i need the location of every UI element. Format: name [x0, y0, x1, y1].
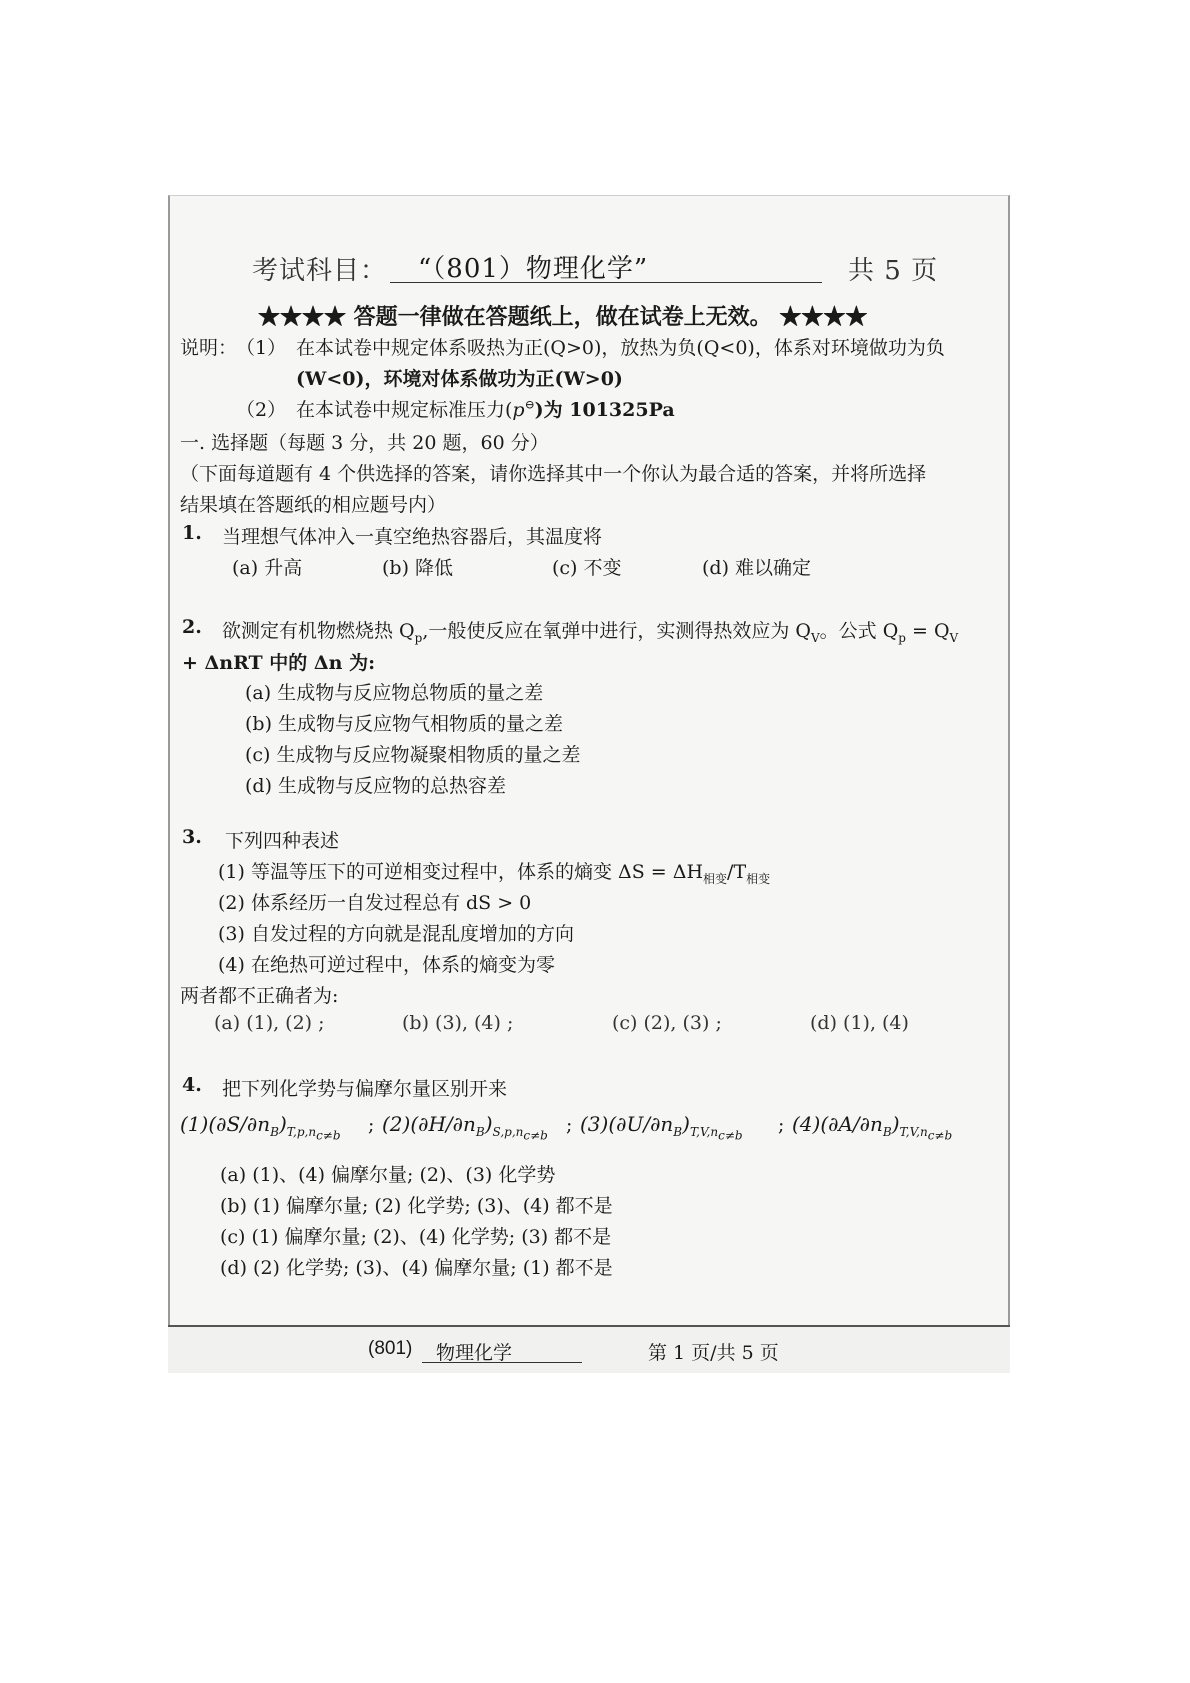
q3-statement-4: (4) 在绝热可逆过程中，体系的熵变为零 [218, 954, 555, 976]
footer-subject: 物理化学 [436, 1342, 513, 1364]
section-desc-line2: 结果填在答题纸的相应题号内） [180, 494, 447, 516]
q1-option-c: (c) 不变 [552, 557, 622, 579]
q4-number: 4. [182, 1074, 202, 1096]
q1-option-b: (b) 降低 [382, 557, 454, 579]
q2-stem: 欲测定有机物燃烧热 $Q_p$,一般使反应在氧弹中进行，实测得热效应为 $Q_V$。公式 $Q_p = Q_V$ [222, 620, 959, 645]
q4-expression-2: $(2)(\partial H/\partial n_B)_{S,p,n_{c\ne b}}$ [382, 1112, 548, 1143]
subject-label: 考试科目： [252, 256, 388, 286]
q3-statement-3: (3) 自发过程的方向就是混乱度增加的方向 [218, 923, 574, 945]
subject-value: “（801）物理化学” [418, 254, 649, 284]
q4-option-d: (d) (2) 化学势; (3)、(4) 偏摩尔量; (1) 都不是 [220, 1257, 613, 1279]
q4-expression-4: $(4)(\partial A/\partial n_B)_{T,V,n_{c\ne b}}$ [792, 1112, 953, 1143]
section-desc-line1: （下面每道题有 4 个供选择的答案，请你选择其中一个你认为最合适的答案，并将所选择 [180, 463, 927, 485]
q4-separator-3: ; [778, 1114, 785, 1136]
footer-divider [168, 1325, 1010, 1327]
q3-question: 两者都不正确者为: [180, 985, 339, 1007]
instruction-1-line2: (W<0)，环境对体系做功为正(W>0) [296, 368, 623, 390]
q4-separator-1: ; [368, 1114, 375, 1136]
instruction-2-text: 在本试卷中规定标准压力(p⊖)为 101325Pa [296, 397, 675, 421]
q4-option-b: (b) (1) 偏摩尔量; (2) 化学势; (3)、(4) 都不是 [220, 1195, 613, 1217]
q3-option-b: (b) (3), (4) ; [402, 1012, 514, 1034]
q4-expression-3: $(3)(\partial U/\partial n_B)_{T,V,n_{c\ne b}}$ [580, 1112, 743, 1143]
sheet-footer-band [168, 1325, 1010, 1373]
q4-option-a: (a) (1)、(4) 偏摩尔量; (2)、(3) 化学势 [220, 1164, 556, 1186]
footer-page-number: 第 1 页/共 5 页 [648, 1342, 779, 1364]
instruction-2-num: （2） [236, 399, 287, 421]
q3-number: 3. [182, 826, 202, 848]
q2-option-b: (b) 生成物与反应物气相物质的量之差 [245, 713, 564, 735]
section-title: 一. 选择题（每题 3 分，共 20 题，60 分） [180, 432, 549, 454]
instruction-1-num: （1） [236, 337, 287, 359]
instruction-1-line1: 在本试卷中规定体系吸热为正(Q>0)，放热为负(Q<0)，体系对环境做功为负 [296, 337, 945, 359]
q2-stem-line2: + ΔnRT 中的 Δn 为: [182, 652, 376, 674]
q3-statement-2: (2) 体系经历一自发过程总有 dS > 0 [218, 892, 532, 914]
q2-option-c: (c) 生成物与反应物凝聚相物质的量之差 [245, 744, 581, 766]
q1-option-a: (a) 升高 [232, 557, 303, 579]
q3-option-a: (a) (1), (2) ; [214, 1012, 325, 1034]
q2-option-d: (d) 生成物与反应物的总热容差 [245, 775, 507, 797]
q2-option-a: (a) 生成物与反应物总物质的量之差 [245, 682, 544, 704]
q3-option-d: (d) (1), (4) [810, 1012, 909, 1034]
q2-number: 2. [182, 616, 202, 638]
q3-stem: 下列四种表述 [225, 830, 340, 852]
notice-banner: ★★★★ 答题一律做在答题纸上，做在试卷上无效。 ★★★★ [258, 304, 868, 330]
footer-code: (801) [368, 1338, 413, 1359]
instructions-prefix: 说明： [180, 337, 238, 359]
q4-separator-2: ; [566, 1114, 573, 1136]
q4-expression-1: $(1)(\partial S/\partial n_B)_{T,p,n_{c\ne b}}$ [180, 1112, 341, 1143]
q1-option-d: (d) 难以确定 [702, 557, 812, 579]
q4-option-c: (c) (1) 偏摩尔量; (2)、(4) 化学势; (3) 都不是 [220, 1226, 612, 1248]
q1-stem: 当理想气体冲入一真空绝热容器后，其温度将 [222, 526, 603, 548]
q4-stem: 把下列化学势与偏摩尔量区别开来 [222, 1078, 508, 1100]
q1-number: 1. [182, 522, 202, 544]
page-count: 共 5 页 [848, 256, 939, 286]
q3-option-c: (c) (2), (3) ; [612, 1012, 722, 1034]
q3-statement-1: (1) 等温等压下的可逆相变过程中，体系的熵变 $\Delta S = \Delta H_{相变}/T_{相变}$ [218, 861, 771, 886]
